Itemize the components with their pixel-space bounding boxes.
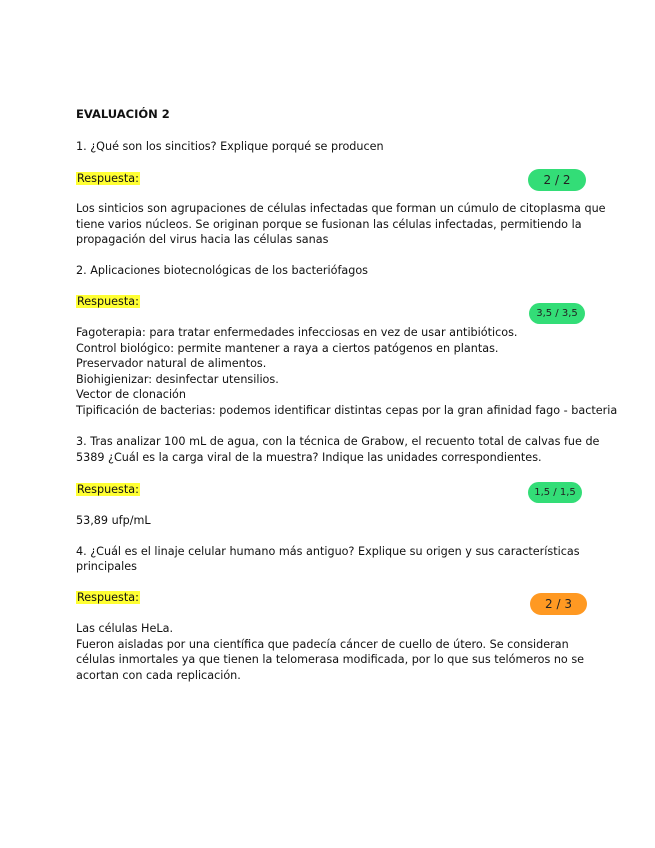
answer-4-line-2: Fueron aisladas por una científica que padecía cáncer de cuello de útero. Se consideran bbox=[76, 638, 569, 651]
question-1-prompt: 1. ¿Qué son los sincitios? Explique porqué se producen bbox=[76, 140, 384, 153]
answer-2-line-2: Control biológico: permite mantener a raya a ciertos patógenos en plantas. bbox=[76, 342, 499, 355]
answer-1-line-2: tiene varios núcleos. Se originan porque se fusionan las células infectadas, permitiendo la bbox=[76, 218, 582, 231]
score-badge-1: 2 / 2 bbox=[528, 169, 586, 191]
question-3-prompt-line-1: 3. Tras analizar 100 mL de agua, con la técnica de Grabow, el recuento total de calvas fue de bbox=[76, 435, 600, 448]
answer-4-line-3: células inmortales ya que tienen la telomerasa modificada, por lo que sus telómeros no se bbox=[76, 653, 585, 666]
question-2-prompt: 2. Aplicaciones biotecnológicas de los bacteriófagos bbox=[76, 264, 369, 277]
answer-4-line-4: acortan con cada replicación. bbox=[76, 669, 241, 682]
answer-2-line-3: Preservador natural de alimentos. bbox=[76, 357, 267, 370]
answer-1-line-1: Los sinticios son agrupaciones de células infectadas que forman un cúmulo de citoplasma que bbox=[76, 202, 606, 215]
answer-label-text: Respuesta: bbox=[77, 591, 139, 604]
answer-2-line-4: Biohigienizar: desinfectar utensilios. bbox=[76, 373, 279, 386]
page-title: EVALUACIÓN 2 bbox=[76, 107, 170, 121]
answer-label-text: Respuesta: bbox=[77, 172, 139, 185]
question-4-prompt-line-2: principales bbox=[76, 560, 137, 573]
answer-label-text: Respuesta: bbox=[77, 483, 139, 496]
answer-4-line-1: Las células HeLa. bbox=[76, 622, 173, 635]
score-badge-4: 2 / 3 bbox=[530, 593, 587, 615]
answer-2-line-6: Tipificación de bacterias: podemos identificar distintas cepas por la gran afinidad fago - bacteria bbox=[76, 404, 618, 417]
answer-label-3 bbox=[76, 482, 140, 498]
answer-2-line-1: Fagoterapia: para tratar enfermedades infecciosas en vez de usar antibióticos. bbox=[76, 326, 518, 339]
answer-3-line-1: 53,89 ufp/mL bbox=[76, 514, 151, 527]
answer-2-line-5: Vector de clonación bbox=[76, 388, 186, 401]
answer-label-1 bbox=[76, 171, 140, 187]
score-badge-2: 3,5 / 3,5 bbox=[529, 303, 585, 324]
question-4-prompt-line-1: 4. ¿Cuál es el linaje celular humano más antiguo? Explique su origen y sus características bbox=[76, 545, 580, 558]
answer-label-text: Respuesta: bbox=[77, 295, 139, 308]
question-3-prompt-line-2: 5389 ¿Cuál es la carga viral de la muestra? Indique las unidades correspondientes. bbox=[76, 451, 542, 464]
answer-1-line-3: propagación del virus hacia las células sanas bbox=[76, 233, 329, 246]
answer-label-4 bbox=[76, 590, 140, 606]
score-badge-3: 1,5 / 1,5 bbox=[528, 482, 582, 503]
answer-label-2 bbox=[76, 294, 140, 310]
